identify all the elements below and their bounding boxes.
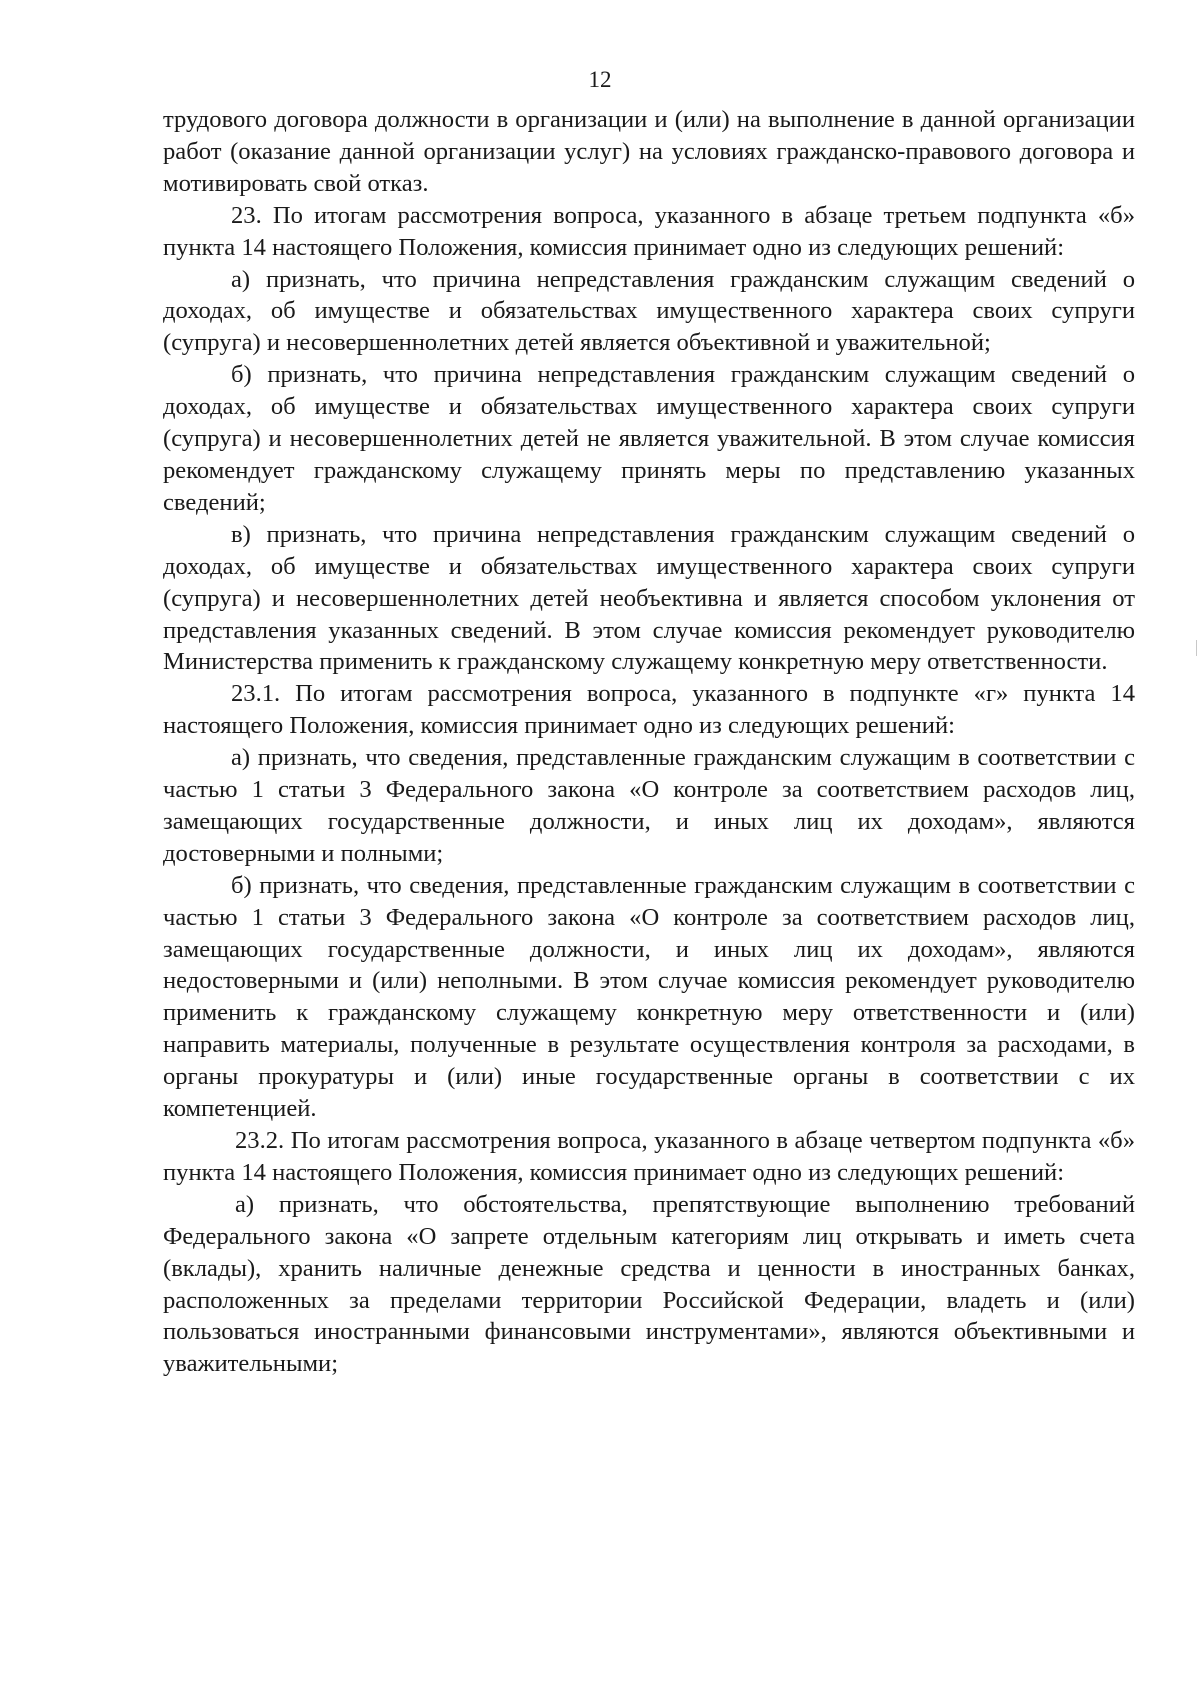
- document-body: [163, 104, 1135, 1380]
- paragraph-subitem-23-2-a: а) признать, что обстоятельства, препятствующие выполнению требований Федерального закона «О запрете отдельным категориям лиц открывать и иметь счета (вклады), хранить наличные денежные средства и ценности в иностранных банках, расположенных за пределами территории Российской Федерации, владеть и (или) пользоваться иностранными финансовыми инструментами», являются объективными и уважительными;: [163, 1190, 1135, 1378]
- paragraph-subitem-23-1-a: а) признать, что сведения, представленные гражданским служащим в соответствии с частью 1 статьи 3 Федерального закона «О контроле за соответствием расходов лиц, замещающих государственные должности, и иных лиц их доходам», являются достоверными и полными;: [163, 744, 1135, 867]
- paragraph-item-23-1: 23.1. По итогам рассмотрения вопроса, указанного в подпункте «г» пункта 14 настоящего Положения, комиссия принимает одно из следующих решений:: [163, 680, 1135, 740]
- paragraph-continuation: трудового договора должности в организации и (или) на выполнение в данной организации работ (оказание данной организации услуг) на условиях гражданско-правового договора и мотивировать свой отказ.: [163, 106, 1135, 197]
- paragraph-item-23: 23. По итогам рассмотрения вопроса, указанного в абзаце третьем подпункта «б» пункта 14 настоящего Положения, комиссия принимает одно из следующих решений:: [163, 201, 1135, 261]
- page-number: 12: [588, 67, 612, 92]
- paragraph-subitem-23-b: б) признать, что причина непредставления гражданским служащим сведений о доходах, об имуществе и обязательствах имущественного характера своих супруги (супруга) и несовершеннолетних детей не является уважительной. В этом случае комиссия рекомендует гражданскому служащему принять меры по представлению указанных сведений;: [163, 361, 1135, 516]
- paragraph-item-23-2: 23.2. По итогам рассмотрения вопроса, указанного в абзаце четвертом подпункта «б» пункта 14 настоящего Положения, комиссия принимает одно из следующих решений:: [163, 1127, 1135, 1186]
- paragraph-subitem-23-v: в) признать, что причина непредставления гражданским служащим сведений о доходах, об имуществе и обязательствах имущественного характера своих супруги (супруга) и несовершеннолетних детей необъективна и является способом уклонения от представления указанных сведений. В этом случае комиссия рекомендует руководителю Министерства применить к гражданскому служащему конкретную меру ответственности.: [163, 520, 1135, 676]
- paragraph-subitem-23-a: а) признать, что причина непредставления гражданским служащим сведений о доходах, об имуществе и обязательствах имущественного характера своих супруги (супруга) и несовершеннолетних детей является объективной и уважительной;: [163, 265, 1135, 357]
- scan-edge-mark: [1196, 640, 1197, 656]
- paragraph-subitem-23-1-b: б) признать, что сведения, представленные гражданским служащим в соответствии с частью 1 статьи 3 Федерального закона «О контроле за соответствием расходов лиц, замещающих государственные должности, и иных лиц их доходам», являются недостоверными и (или) неполными. В этом случае комиссия рекомендует руководителю применить к гражданскому служащему конкретную меру ответственности и (или) направить материалы, полученные в результате осуществления контроля за расходами, в органы прокуратуры и (или) иные государственные органы в соответствии с их компетенцией.: [163, 871, 1135, 1123]
